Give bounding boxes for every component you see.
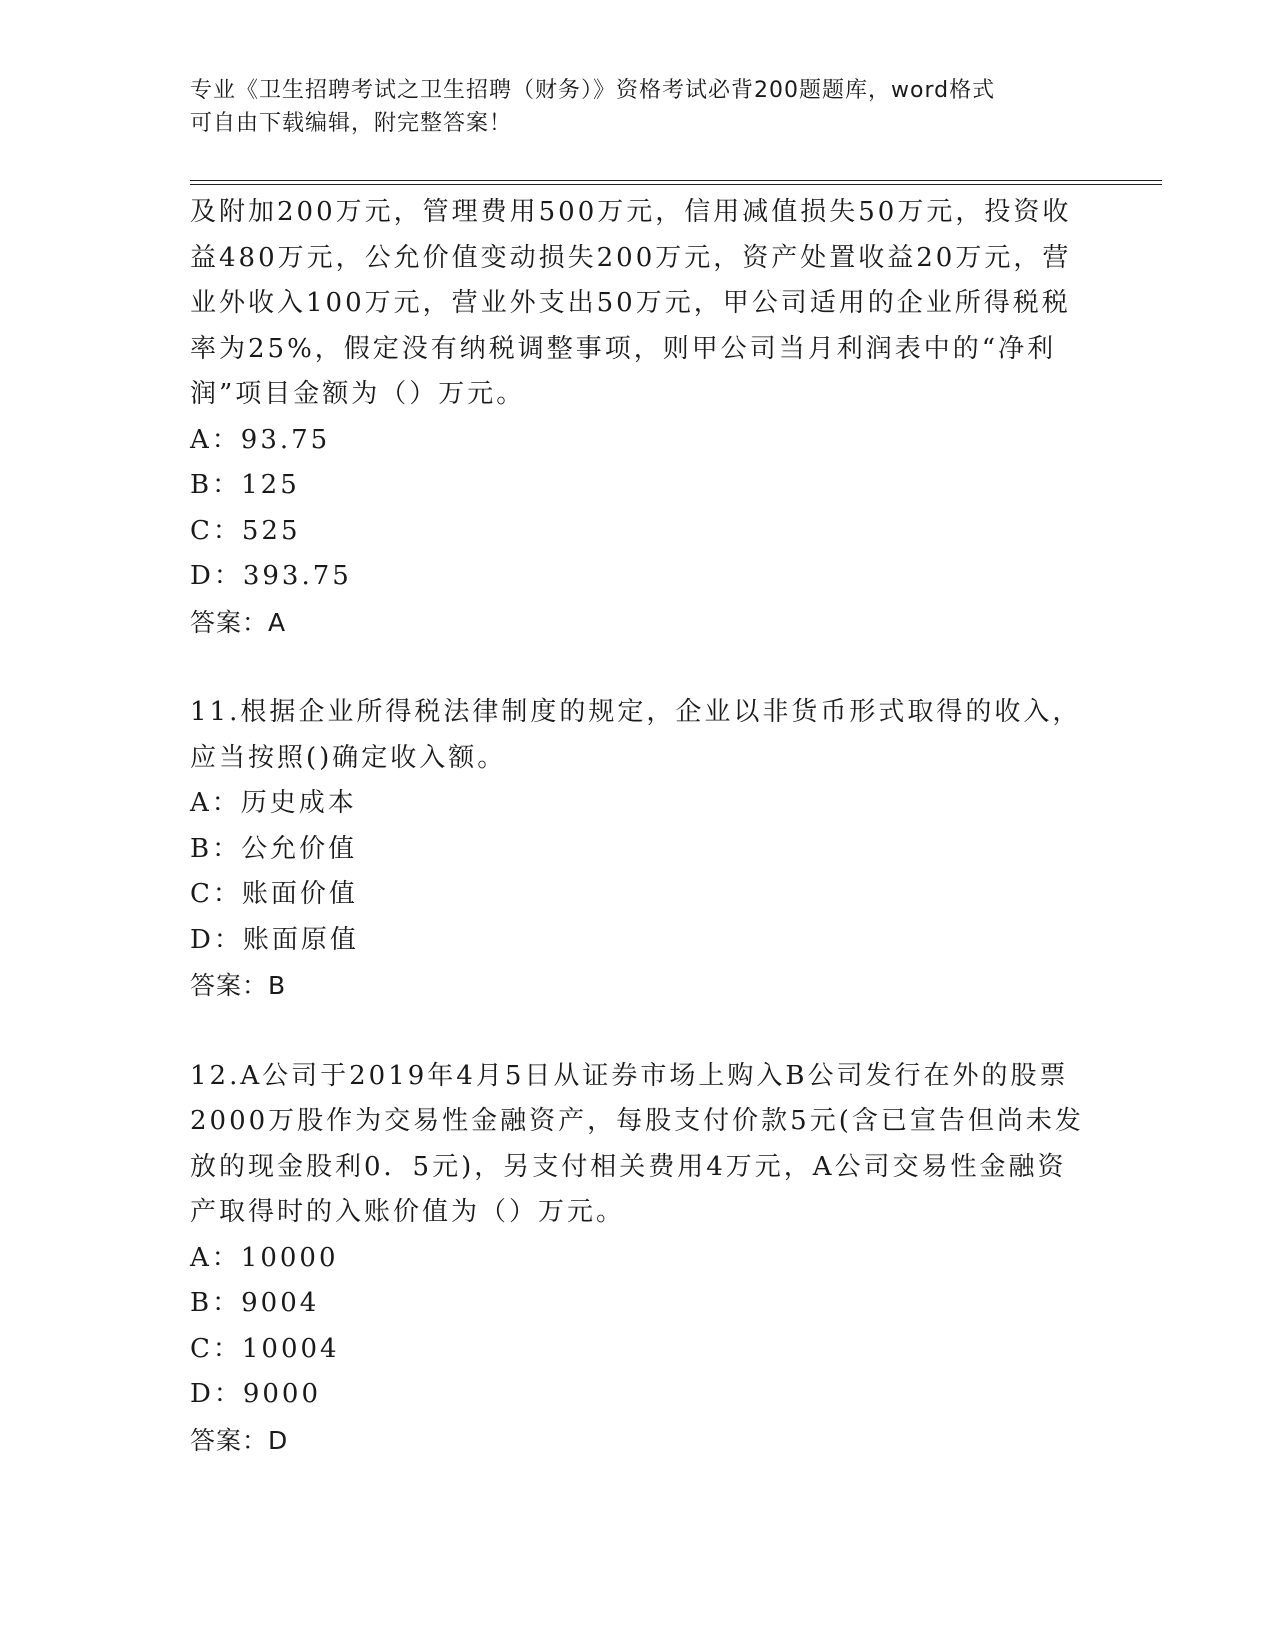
answer-line: 答案：D [190, 1425, 289, 1455]
option-d: D：393.75 [190, 561, 352, 591]
question-text-line: 润”项目金额为（）万元。 [190, 379, 526, 409]
header-title-line-1: 专业《卫生招聘考试之卫生招聘（财务）》资格考试必背200题题库，word格式 [190, 78, 996, 103]
answer-line: 答案：B [190, 971, 287, 1000]
question-text-line: 及附加200万元，管理费用500万元，信用减值损失50万元，投资收 [190, 197, 1072, 227]
question-text-line: 业外收入100万元，营业外支出50万元，甲公司适用的企业所得税税 [190, 288, 1071, 318]
header-divider [190, 180, 1162, 185]
option-a: A：历史成本 [190, 788, 357, 818]
question-12 [190, 1054, 1090, 1464]
option-c: C：525 [190, 515, 301, 546]
option-a: A：93.75 [190, 424, 331, 455]
option-b: B：9004 [190, 1288, 320, 1318]
answer-line: 答案：A [190, 607, 287, 637]
option-a: A：10000 [190, 1242, 339, 1273]
question-11 [190, 690, 1090, 1009]
option-c: C：10004 [190, 1333, 340, 1364]
page-header [190, 74, 1090, 140]
question-10 [190, 190, 1090, 645]
question-text-line: 放的现金股利0．5元)，另支付相关费用4万元，A公司交易性金融资 [190, 1151, 1067, 1182]
header-title-line-2: 可自由下载编辑，附完整答案！ [190, 111, 513, 136]
question-text-line: 2000万股作为交易性金融资产，每股支付价款5元(含已宣告但尚未发 [190, 1106, 1084, 1136]
option-b: B：公允价值 [190, 833, 358, 864]
question-text-line: 12.A公司于2019年4月5日从证券市场上购入B公司发行在外的股票 [190, 1060, 1069, 1091]
question-text-line: 益480万元，公允价值变动损失200万元，资产处置收益20万元，营 [190, 242, 1072, 273]
option-d: D：账面原值 [190, 924, 359, 955]
document-body [190, 190, 1090, 1463]
question-text-line: 应当按照()确定收入额。 [190, 742, 507, 773]
option-c: C：账面价值 [190, 879, 358, 909]
option-d: D：9000 [190, 1379, 322, 1409]
option-b: B：125 [190, 470, 300, 500]
question-text-line: 率为25%，假定没有纳税调整事项，则甲公司当月利润表中的“净利 [190, 333, 1057, 364]
question-text-line: 产取得时的入账价值为（）万元。 [190, 1197, 626, 1227]
question-text-line: 11.根据企业所得税法律制度的规定，企业以非货币形式取得的收入， [190, 697, 1082, 727]
